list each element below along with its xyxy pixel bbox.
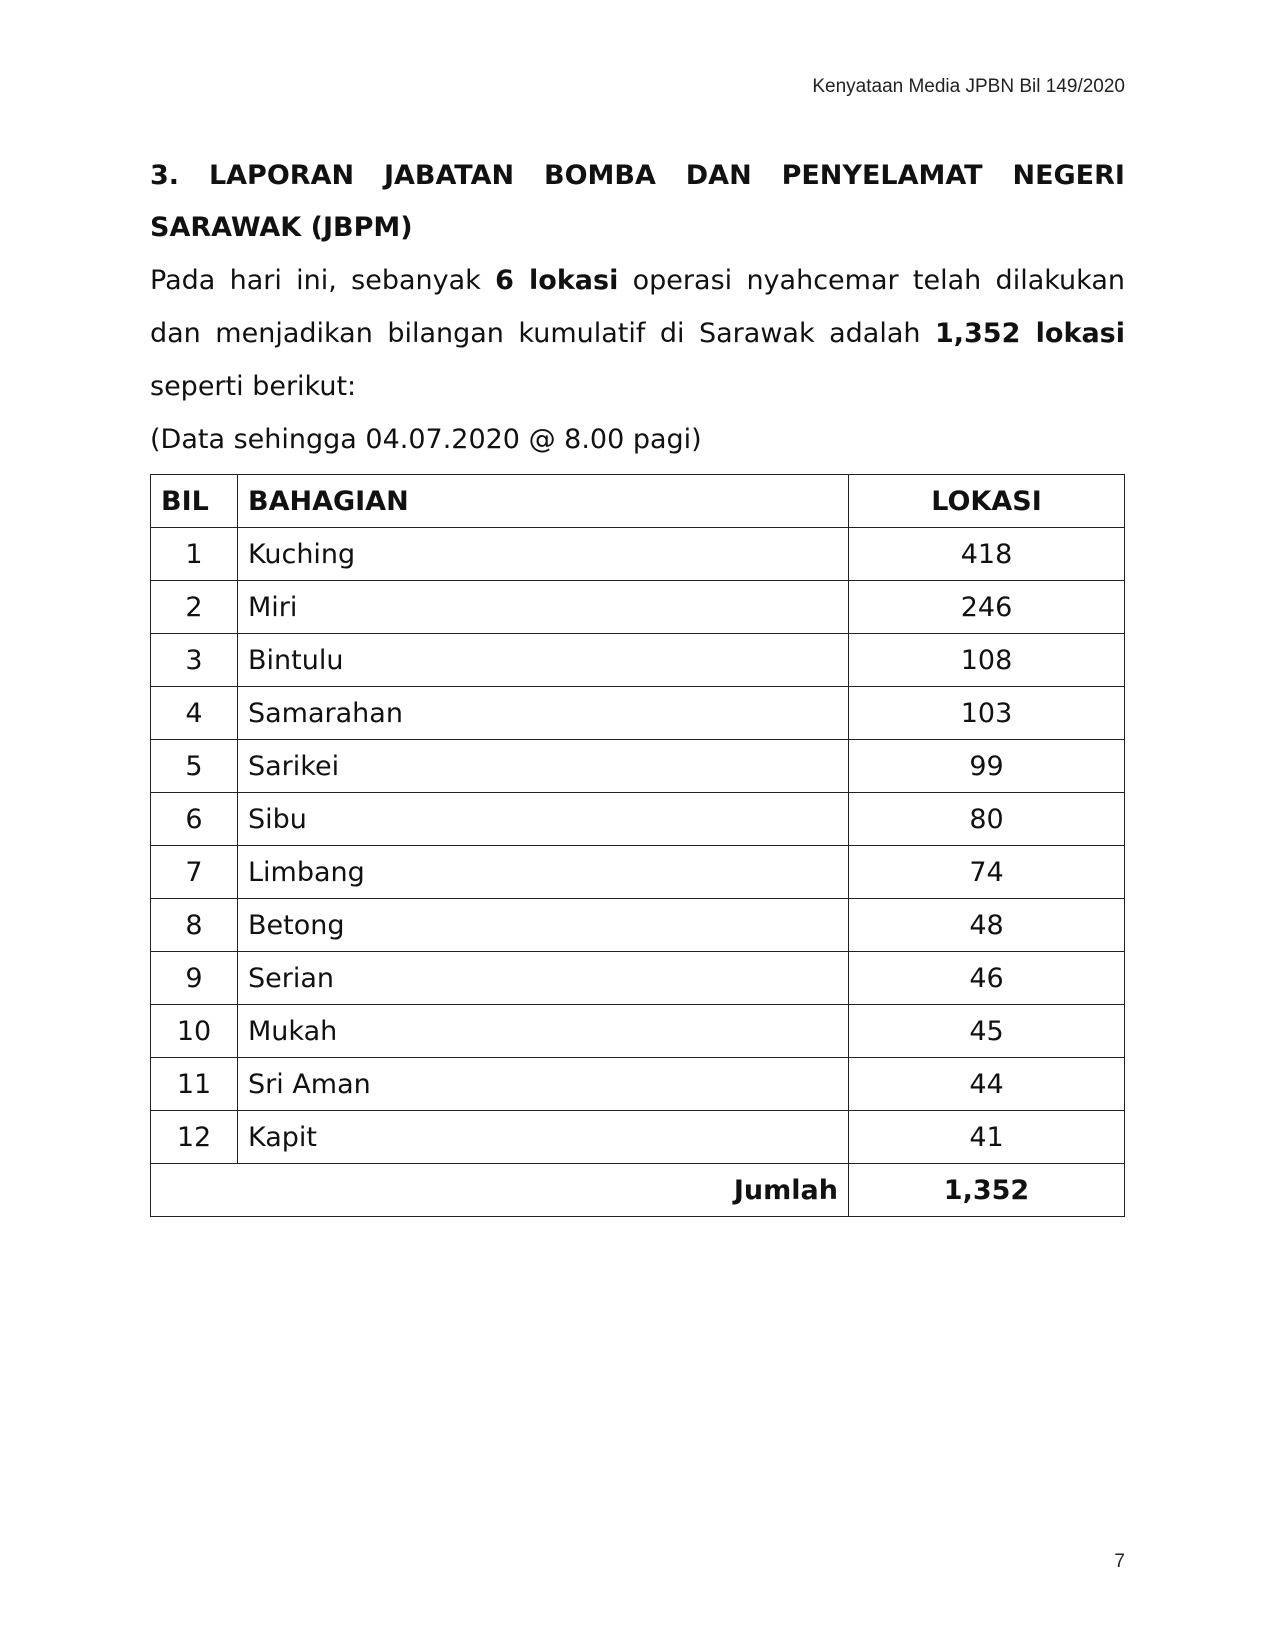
cell-lokasi: 246 bbox=[849, 581, 1125, 634]
heading-word: DAN bbox=[685, 160, 752, 191]
heading-word: BOMBA bbox=[543, 160, 656, 191]
table-row bbox=[151, 793, 1125, 846]
cell-lokasi: 41 bbox=[849, 1111, 1125, 1164]
cell-bahagian: Sri Aman bbox=[238, 1058, 849, 1111]
cell-lokasi: 48 bbox=[849, 899, 1125, 952]
document-reference: Kenyataan Media JPBN Bil 149/2020 bbox=[812, 76, 1125, 97]
cell-bil: 11 bbox=[151, 1058, 238, 1111]
paragraph-text: seperti berikut: bbox=[150, 371, 357, 402]
cell-bil: 6 bbox=[151, 793, 238, 846]
heading-word: NEGERI bbox=[1012, 160, 1125, 191]
total-label: Jumlah bbox=[151, 1164, 849, 1217]
table-row bbox=[151, 1111, 1125, 1164]
main-content bbox=[150, 150, 1125, 1217]
table-row bbox=[151, 952, 1125, 1005]
cell-bahagian: Kapit bbox=[238, 1111, 849, 1164]
table-row bbox=[151, 740, 1125, 793]
cell-bil: 7 bbox=[151, 846, 238, 899]
paragraph-text: operasi nyahcemar telah dilakukan dan menjadikan bilangan kumulatif di Sarawak adalah bbox=[150, 265, 1125, 349]
cell-bahagian: Serian bbox=[238, 952, 849, 1005]
summary-paragraph bbox=[150, 254, 1125, 413]
table-row bbox=[151, 634, 1125, 687]
paragraph-bold-cumulative: 1,352 lokasi bbox=[934, 318, 1125, 349]
cell-bahagian: Limbang bbox=[238, 846, 849, 899]
cell-bil: 4 bbox=[151, 687, 238, 740]
cell-lokasi: 45 bbox=[849, 1005, 1125, 1058]
cell-lokasi: 80 bbox=[849, 793, 1125, 846]
total-value: 1,352 bbox=[849, 1164, 1125, 1217]
cell-bil: 5 bbox=[151, 740, 238, 793]
cell-lokasi: 46 bbox=[849, 952, 1125, 1005]
cell-bahagian: Sibu bbox=[238, 793, 849, 846]
cell-bahagian: Mukah bbox=[238, 1005, 849, 1058]
cell-bil: 8 bbox=[151, 899, 238, 952]
cell-bil: 12 bbox=[151, 1111, 238, 1164]
table-total-row bbox=[151, 1164, 1125, 1217]
cell-lokasi: 99 bbox=[849, 740, 1125, 793]
section-heading-line1 bbox=[150, 150, 1125, 202]
cell-bil: 9 bbox=[151, 952, 238, 1005]
heading-word: LAPORAN bbox=[208, 160, 355, 191]
cell-bahagian: Bintulu bbox=[238, 634, 849, 687]
paragraph-bold-daily: 6 lokasi bbox=[495, 265, 619, 296]
header-lokasi: LOKASI bbox=[849, 475, 1125, 528]
table-row bbox=[151, 1005, 1125, 1058]
location-table bbox=[150, 474, 1125, 1217]
cell-bil: 10 bbox=[151, 1005, 238, 1058]
table-row bbox=[151, 528, 1125, 581]
table-header-row bbox=[151, 475, 1125, 528]
header-bahagian: BAHAGIAN bbox=[238, 475, 849, 528]
section-heading bbox=[150, 150, 1125, 254]
table-row bbox=[151, 846, 1125, 899]
table-row bbox=[151, 687, 1125, 740]
heading-word: JABATAN bbox=[383, 160, 515, 191]
data-timestamp-note: (Data sehingga 04.07.2020 @ 8.00 pagi) bbox=[150, 424, 702, 455]
cell-bahagian: Sarikei bbox=[238, 740, 849, 793]
cell-lokasi: 418 bbox=[849, 528, 1125, 581]
cell-bil: 1 bbox=[151, 528, 238, 581]
cell-lokasi: 108 bbox=[849, 634, 1125, 687]
page-number: 7 bbox=[1114, 1551, 1125, 1572]
cell-bahagian: Samarahan bbox=[238, 687, 849, 740]
heading-word: PENYELAMAT bbox=[781, 160, 983, 191]
table-row bbox=[151, 581, 1125, 634]
header-bil: BIL bbox=[151, 475, 238, 528]
cell-bil: 2 bbox=[151, 581, 238, 634]
cell-bil: 3 bbox=[151, 634, 238, 687]
heading-word: 3. bbox=[150, 160, 180, 191]
paragraph-text: Pada hari ini, sebanyak bbox=[150, 265, 496, 296]
cell-bahagian: Kuching bbox=[238, 528, 849, 581]
cell-lokasi: 103 bbox=[849, 687, 1125, 740]
table-body bbox=[151, 528, 1125, 1164]
cell-bahagian: Miri bbox=[238, 581, 849, 634]
cell-bahagian: Betong bbox=[238, 899, 849, 952]
section-heading-line2: SARAWAK (JBPM) bbox=[150, 212, 413, 243]
cell-lokasi: 44 bbox=[849, 1058, 1125, 1111]
table-row bbox=[151, 1058, 1125, 1111]
cell-lokasi: 74 bbox=[849, 846, 1125, 899]
table-row bbox=[151, 899, 1125, 952]
